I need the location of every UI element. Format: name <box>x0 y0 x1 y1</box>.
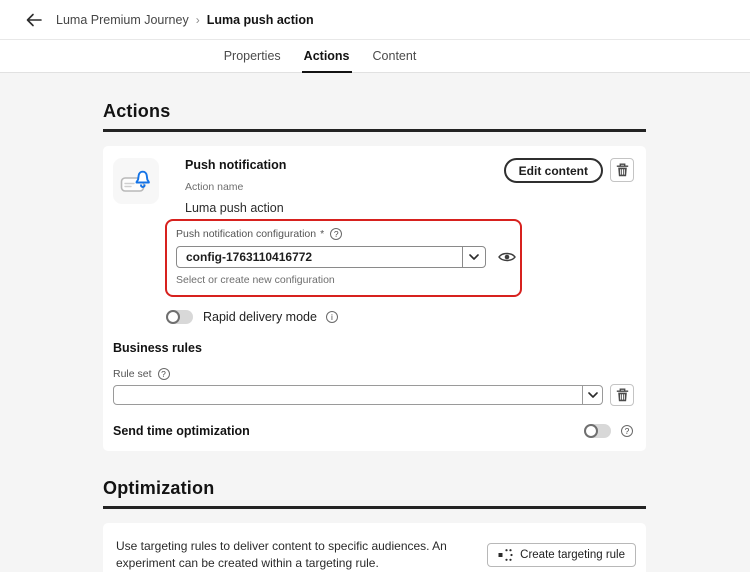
chevron-down-icon[interactable] <box>582 386 602 404</box>
section-divider <box>103 129 646 132</box>
tab-content[interactable]: Content <box>372 49 417 63</box>
actions-section-title: Actions <box>103 101 171 121</box>
actions-section <box>103 101 646 451</box>
create-targeting-rule-button[interactable] <box>487 543 636 567</box>
rule-set-label-row <box>113 368 634 380</box>
help-icon[interactable]: ? <box>158 368 170 380</box>
arrow-left-icon <box>26 13 42 27</box>
config-select[interactable] <box>176 246 486 268</box>
targeting-card <box>103 523 646 572</box>
send-time-label: Send time optimization <box>113 424 250 438</box>
action-name-value: Luma push action <box>185 201 284 215</box>
send-time-row <box>113 424 634 438</box>
trash-icon <box>616 163 629 177</box>
eye-icon <box>498 251 516 263</box>
delete-action-button[interactable] <box>610 158 634 182</box>
required-asterisk: * <box>320 228 325 240</box>
breadcrumb-parent[interactable]: Luma Premium Journey <box>56 12 189 27</box>
create-targeting-rule-label: Create targeting rule <box>520 548 625 561</box>
business-rules-title: Business rules <box>113 341 202 355</box>
send-time-controls <box>585 424 633 438</box>
tab-group <box>222 40 419 72</box>
config-helper-text: Select or create new configuration <box>176 274 335 286</box>
edit-content-button[interactable]: Edit content <box>504 158 603 183</box>
breadcrumb-current: Luma push action <box>206 12 314 27</box>
action-buttons <box>504 158 634 183</box>
rapid-delivery-label: Rapid delivery mode <box>203 310 317 324</box>
config-field-row <box>176 246 520 268</box>
optimization-section-title: Optimization <box>103 478 215 498</box>
action-type-title: Push notification <box>185 158 287 172</box>
chevron-down-icon[interactable] <box>462 247 485 267</box>
preview-config-button[interactable] <box>498 251 516 263</box>
config-label: Push notification configuration <box>176 228 317 240</box>
rule-set-row <box>113 384 634 406</box>
targeting-rule-icon <box>498 548 513 562</box>
rule-set-label: Rule set <box>113 368 152 380</box>
rapid-delivery-toggle[interactable] <box>167 310 193 324</box>
trash-icon <box>616 388 629 402</box>
action-header-row <box>113 158 634 215</box>
section-divider <box>103 506 646 509</box>
config-select-value: config-1763110416772 <box>186 250 313 264</box>
toggle-knob <box>166 310 180 324</box>
optimization-section <box>103 478 646 572</box>
help-icon[interactable]: ? <box>621 425 633 437</box>
send-time-toggle[interactable] <box>585 424 611 438</box>
toggle-knob <box>584 424 598 438</box>
delete-rule-set-button[interactable] <box>610 384 634 406</box>
tab-properties[interactable]: Properties <box>223 49 281 63</box>
push-notification-icon <box>113 158 159 204</box>
tab-bar <box>0 40 750 73</box>
rule-set-select[interactable] <box>113 385 603 405</box>
back-button[interactable] <box>24 10 44 30</box>
config-highlight-box <box>165 219 522 297</box>
help-icon[interactable]: ? <box>330 228 342 240</box>
action-name-label: Action name <box>185 181 244 193</box>
action-texts <box>185 158 286 215</box>
targeting-description: Use targeting rules to deliver content to specific audiences. An experiment can be created within a targeting rule. <box>116 538 447 570</box>
rapid-delivery-row <box>167 310 634 324</box>
top-header <box>0 0 750 40</box>
main-content <box>0 73 750 572</box>
config-label-row <box>176 228 520 240</box>
push-action-card <box>103 146 646 451</box>
info-icon[interactable]: i <box>326 311 338 323</box>
rule-set-select-value <box>114 386 582 404</box>
tab-actions[interactable]: Actions <box>302 40 352 73</box>
breadcrumb-separator-icon: › <box>195 12 200 27</box>
breadcrumb <box>56 13 314 27</box>
